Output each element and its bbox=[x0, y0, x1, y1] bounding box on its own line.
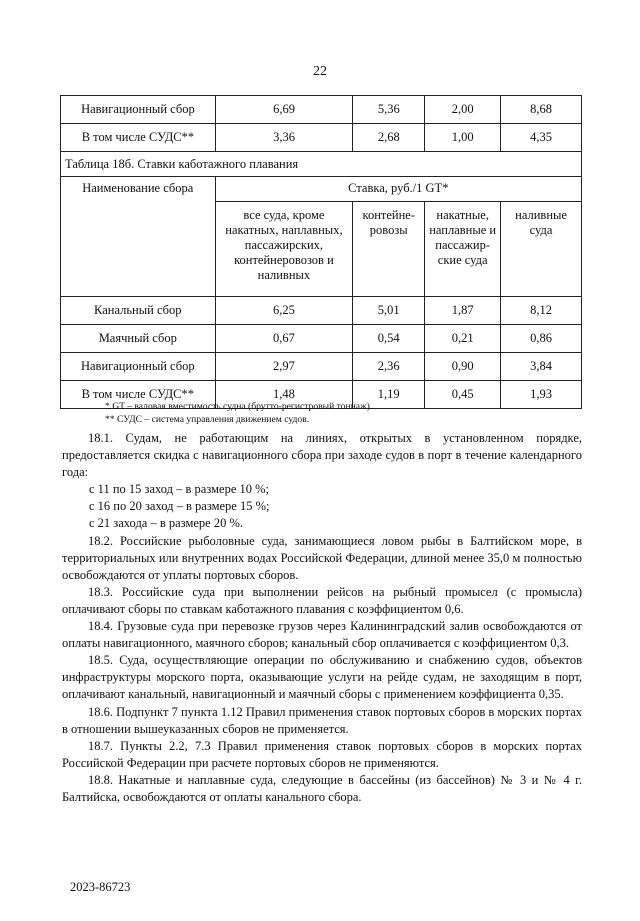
table-row bbox=[61, 297, 582, 325]
rate-cell: 2,68 bbox=[353, 124, 425, 152]
rate-cell: 5,36 bbox=[353, 96, 425, 124]
document-body bbox=[62, 430, 582, 806]
rate-cell: 6,69 bbox=[215, 96, 353, 124]
col-header-tanker: наливные суда bbox=[501, 202, 582, 297]
paragraph-18-3: 18.3. Российские суда при выполнении рейсов на рыбный промысел (с промысла) оплачивают сборы по ставкам каботажного плавания с коэффициентом 0,6. bbox=[62, 584, 582, 616]
paragraph-18-4: 18.4. Грузовые суда при перевозке грузов через Калининградский залив освобождаются от оплаты навигационного, маячного сборов; канальный сбор оплачивается с коэффициентом 0,3. bbox=[62, 619, 582, 651]
col-header-container: контейне-ровозы bbox=[353, 202, 425, 297]
rate-cell: 8,12 bbox=[501, 297, 582, 325]
col-header-roro: накатные, наплавные и пассажир-ские суда bbox=[425, 202, 501, 297]
rate-cell: 1,87 bbox=[425, 297, 501, 325]
rate-cell: 6,25 bbox=[215, 297, 353, 325]
paragraph-18-5: 18.5. Суда, осуществляющие операции по обслуживанию и снабжению судов, объектов инфраструктуры морского порта, оказывающие услуги на рейде судам, не заходящим в порт, оплачивают канальный, навигационный и маячный сборы с применением коэффициента 0,35. bbox=[62, 653, 582, 702]
footnote-suds: ** СУДС – система управления движением судов. bbox=[105, 414, 310, 425]
rate-cell: 0,45 bbox=[425, 381, 501, 409]
table-title: Таблица 18б. Ставки каботажного плавания bbox=[61, 152, 582, 177]
rate-cell: 0,86 bbox=[501, 325, 582, 353]
rate-cell: 0,90 bbox=[425, 353, 501, 381]
paragraph-18-8: 18.8. Накатные и наплавные суда, следующие в бассейны (из бассейнов) № 3 и № 4 г. Балтийска, освобождаются от оплаты канального сбора. bbox=[62, 772, 582, 804]
table-footnotes bbox=[105, 400, 372, 426]
fee-name: Канальный сбор bbox=[61, 297, 216, 325]
fee-name: В том числе СУДС** bbox=[61, 381, 216, 409]
fee-name: Маячный сбор bbox=[61, 325, 216, 353]
rate-cell: 4,35 bbox=[501, 124, 582, 152]
paragraph-18-6: 18.6. Подпункт 7 пункта 1.12 Правил применения ставок портовых сборов в морских портах в отношении вышеуказанных сборов не применяется. bbox=[62, 704, 582, 736]
rate-header: Ставка, руб./1 GT* bbox=[215, 177, 581, 202]
table-row bbox=[61, 353, 582, 381]
rate-cell: 8,68 bbox=[501, 96, 582, 124]
fee-name: В том числе СУДС** bbox=[61, 124, 216, 152]
rate-cell: 2,36 bbox=[353, 353, 425, 381]
paragraph-18-1: 18.1. Судам, не работающим на линиях, открытых в установленном порядке, предоставляется скидка с навигационного сбора при заходе судов в порт в течение календарного года: bbox=[62, 431, 582, 480]
rate-cell: 2,97 bbox=[215, 353, 353, 381]
rate-cell: 1,19 bbox=[353, 381, 425, 409]
col-header-general: все суда, кроме накатных, наплавных, пассажирских, контейнеровозов и наливных bbox=[215, 202, 353, 297]
table-row bbox=[61, 124, 582, 152]
paragraph-18-2: 18.2. Российские рыболовные суда, занимающиеся ловом рыбы в Балтийском море, в территориальных или внутренних водах Российской Федерации, длиной менее 35,0 м полностью освобождаются от уплаты портовых сборов. bbox=[62, 533, 582, 582]
navigation-fees-table-continued bbox=[60, 95, 582, 152]
fee-name-header: Наименование сбора bbox=[61, 177, 216, 297]
cabotage-rates-table bbox=[60, 151, 582, 409]
rate-cell: 1,48 bbox=[215, 381, 353, 409]
rate-cell: 0,21 bbox=[425, 325, 501, 353]
rate-cell: 0,54 bbox=[353, 325, 425, 353]
rate-cell: 5,01 bbox=[353, 297, 425, 325]
discount-item: с 16 по 20 заход – в размере 15 %; bbox=[89, 499, 270, 514]
fee-name: Навигационный сбор bbox=[61, 353, 216, 381]
table-row bbox=[61, 96, 582, 124]
document-id: 2023-86723 bbox=[70, 880, 131, 894]
footnote-gt: * GT – валовая вместимость судна (брутто-регистровый тоннаж). bbox=[105, 401, 373, 412]
discount-item: с 11 по 15 заход – в размере 10 %; bbox=[89, 482, 270, 497]
fee-name: Навигационный сбор bbox=[61, 96, 216, 124]
rate-cell: 3,84 bbox=[501, 353, 582, 381]
rate-cell: 3,36 bbox=[215, 124, 353, 152]
rate-cell: 2,00 bbox=[425, 96, 501, 124]
page-number: 22 bbox=[313, 64, 327, 79]
rate-cell: 1,93 bbox=[501, 381, 582, 409]
paragraph-18-7: 18.7. Пункты 2.2, 7.3 Правил применения ставок портовых сборов в морских портах Российской Федерации при расчете портовых сборов не применяются. bbox=[62, 738, 582, 770]
rate-cell: 1,00 bbox=[425, 124, 501, 152]
table-row bbox=[61, 325, 582, 353]
discount-item: с 21 захода – в размере 20 %. bbox=[89, 516, 243, 531]
rate-cell: 0,67 bbox=[215, 325, 353, 353]
